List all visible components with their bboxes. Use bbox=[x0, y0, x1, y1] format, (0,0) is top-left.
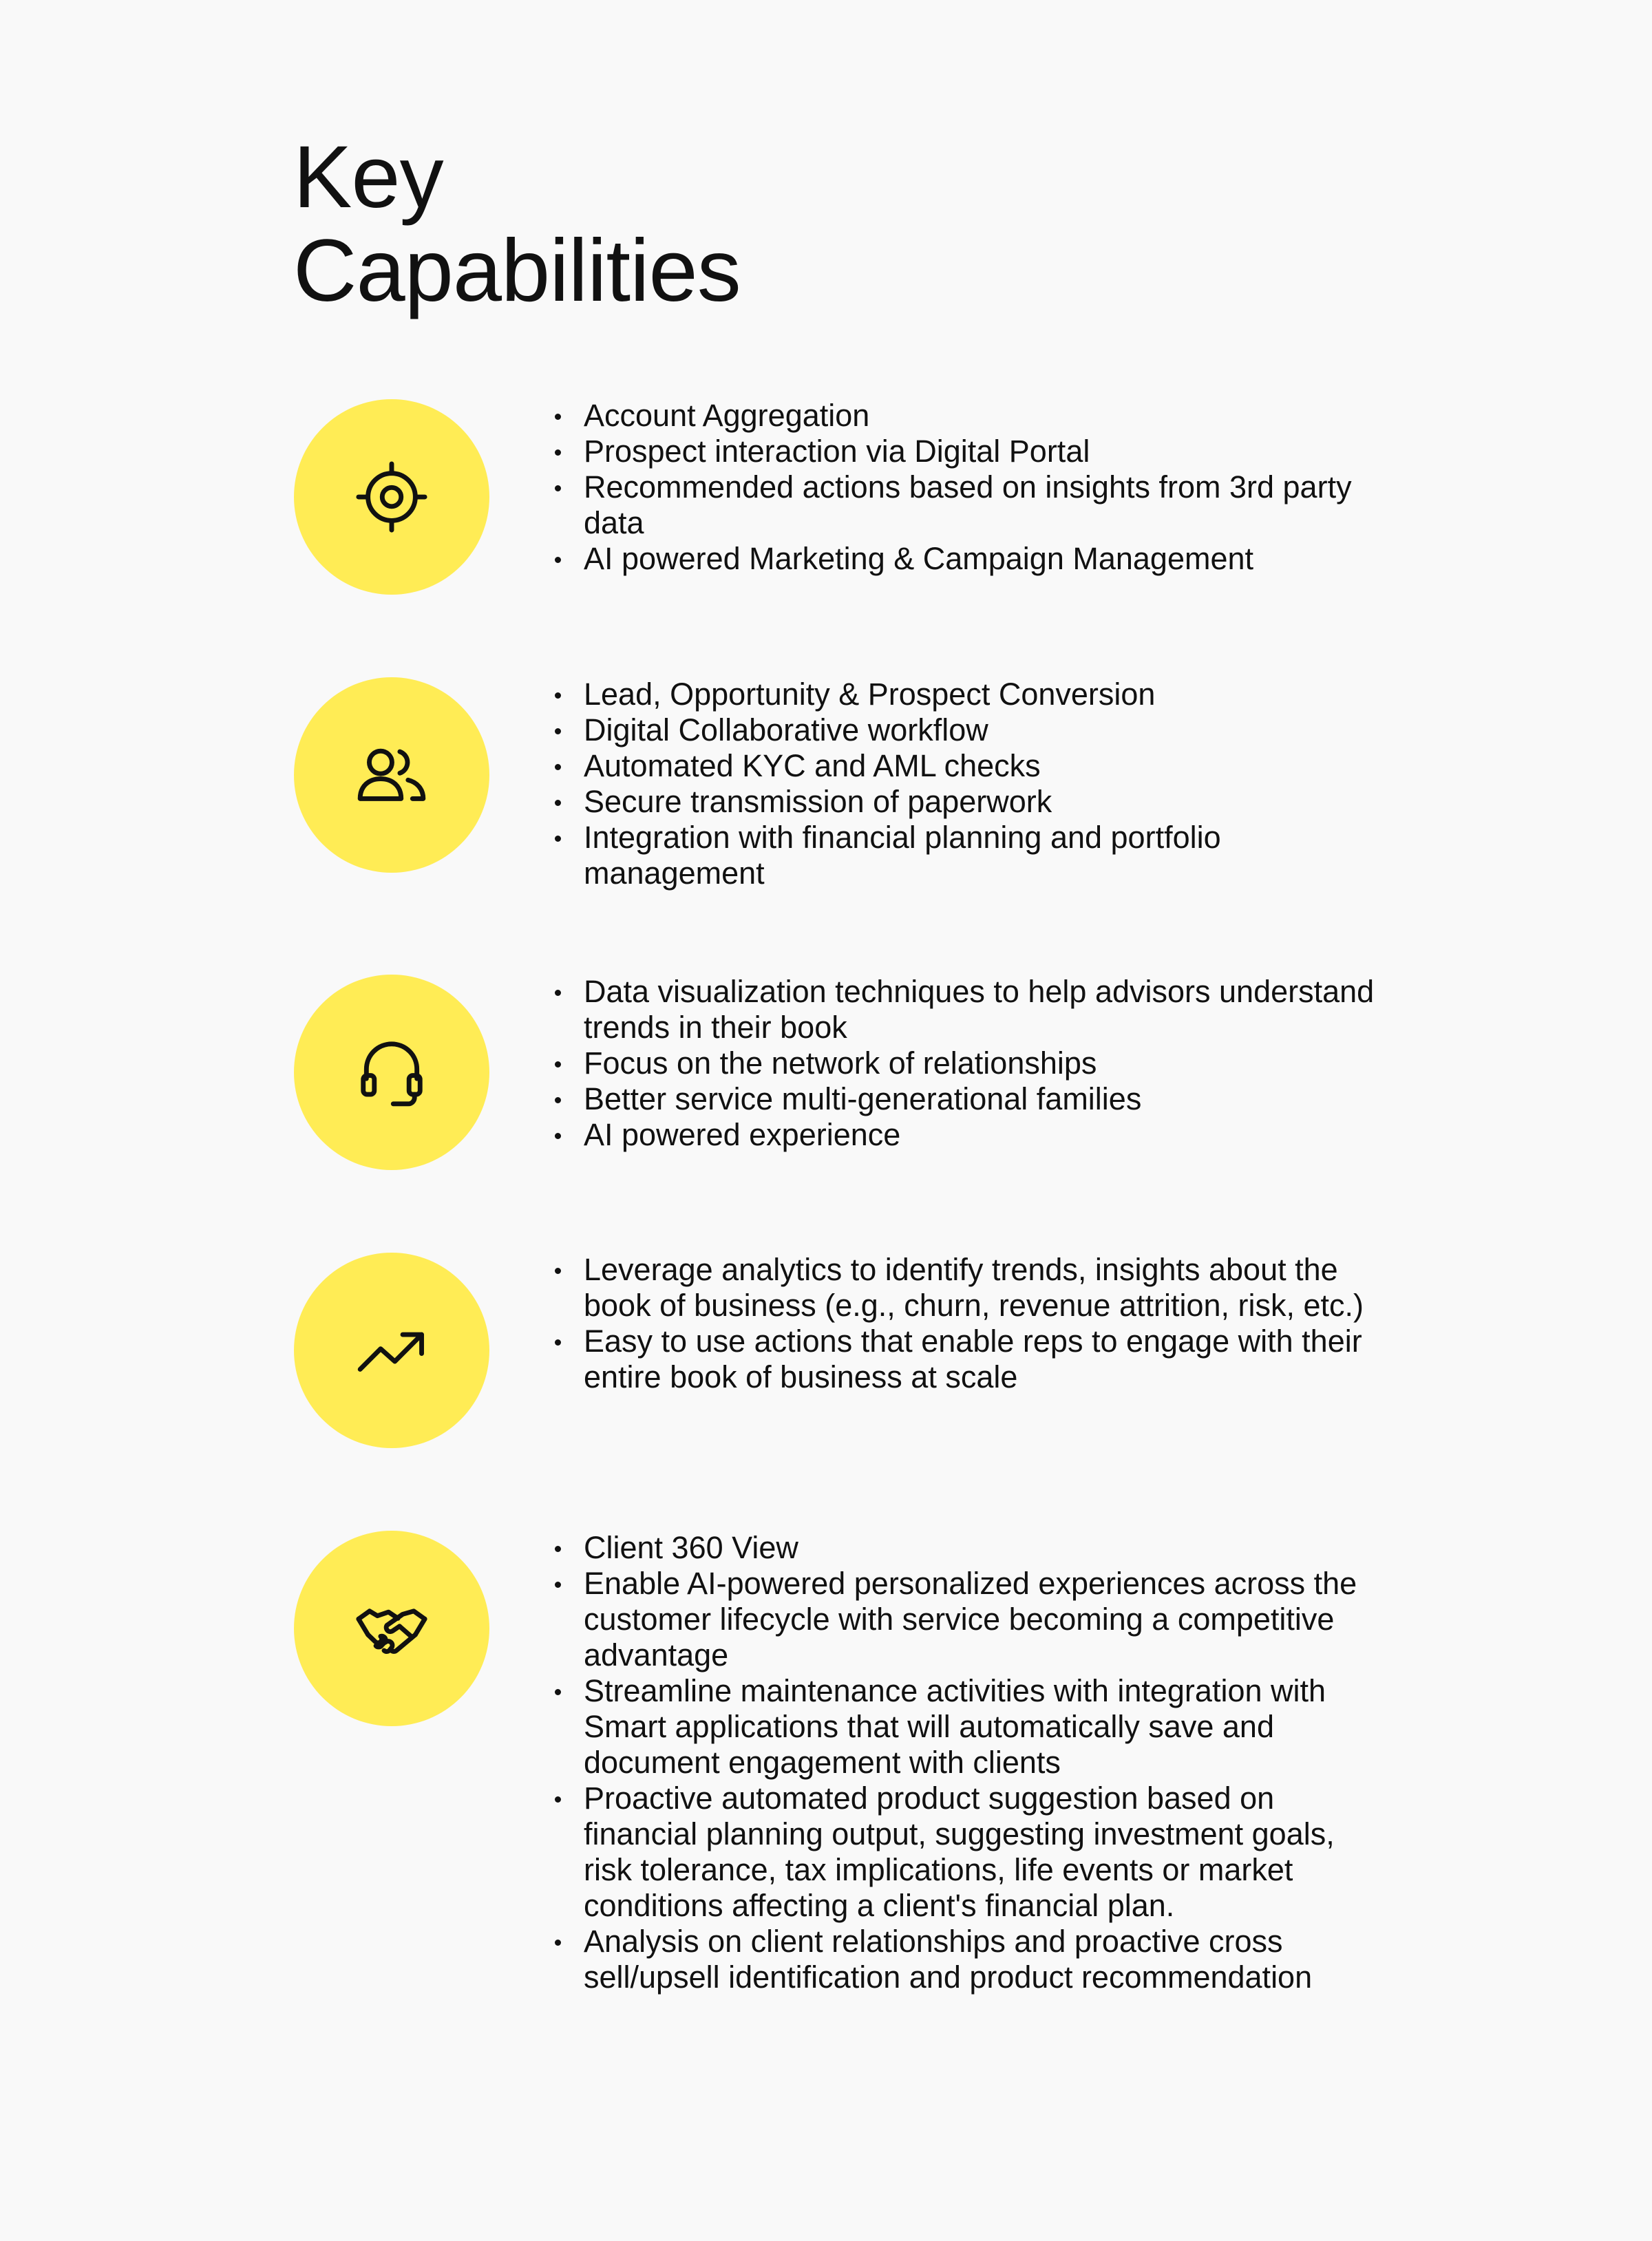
list-item: Analysis on client relationships and proactive cross sell/upsell identification and product recommendation bbox=[551, 1924, 1390, 1995]
users-icon bbox=[354, 737, 430, 813]
page-title-line-1: Key bbox=[293, 128, 443, 226]
list-item: AI powered experience bbox=[551, 1117, 1390, 1153]
list-item: AI powered Marketing & Campaign Management bbox=[551, 541, 1390, 577]
list-item: Lead, Opportunity & Prospect Conversion bbox=[551, 677, 1390, 712]
capability-list bbox=[551, 974, 1390, 1153]
trending-up-icon bbox=[354, 1313, 430, 1388]
list-item: Automated KYC and AML checks bbox=[551, 748, 1390, 784]
list-item: Integration with financial planning and portfolio management bbox=[551, 820, 1390, 891]
capability-list bbox=[551, 677, 1390, 891]
list-item: Digital Collaborative workflow bbox=[551, 712, 1390, 748]
target-icon bbox=[354, 459, 430, 535]
headset-icon bbox=[354, 1034, 430, 1110]
capability-list bbox=[551, 1530, 1390, 1995]
handshake-icon bbox=[354, 1591, 430, 1666]
list-item: Proactive automated product suggestion based on financial planning output, suggesting investment goals, risk tolerance, tax implications, life events or market conditions affecting a client's financial plan. bbox=[551, 1781, 1390, 1924]
capability-list bbox=[551, 1252, 1390, 1395]
list-item: Focus on the network of relationships bbox=[551, 1045, 1390, 1081]
list-item: Better service multi-generational families bbox=[551, 1081, 1390, 1117]
icon-circle bbox=[294, 1253, 489, 1448]
icon-circle bbox=[294, 1531, 489, 1726]
list-item: Data visualization techniques to help advisors understand trends in their book bbox=[551, 974, 1390, 1045]
list-item: Leverage analytics to identify trends, insights about the book of business (e.g., churn, revenue attrition, risk, etc.) bbox=[551, 1252, 1390, 1324]
list-item: Prospect interaction via Digital Portal bbox=[551, 434, 1390, 469]
list-item: Easy to use actions that enable reps to engage with their entire book of business at scale bbox=[551, 1324, 1390, 1395]
list-item: Account Aggregation bbox=[551, 398, 1390, 434]
page-title-line-2: Capabilities bbox=[293, 222, 741, 320]
icon-circle bbox=[294, 975, 489, 1170]
page-title bbox=[293, 128, 741, 320]
icon-circle bbox=[294, 399, 489, 595]
list-item: Enable AI-powered personalized experiences across the customer lifecycle with service becoming a competitive advantage bbox=[551, 1566, 1390, 1673]
list-item: Client 360 View bbox=[551, 1530, 1390, 1566]
list-item: Streamline maintenance activities with integration with Smart applications that will automatically save and document engagement with clients bbox=[551, 1673, 1390, 1781]
list-item: Secure transmission of paperwork bbox=[551, 784, 1390, 820]
list-item: Recommended actions based on insights from 3rd party data bbox=[551, 469, 1390, 541]
icon-circle bbox=[294, 677, 489, 873]
capability-list bbox=[551, 398, 1390, 577]
